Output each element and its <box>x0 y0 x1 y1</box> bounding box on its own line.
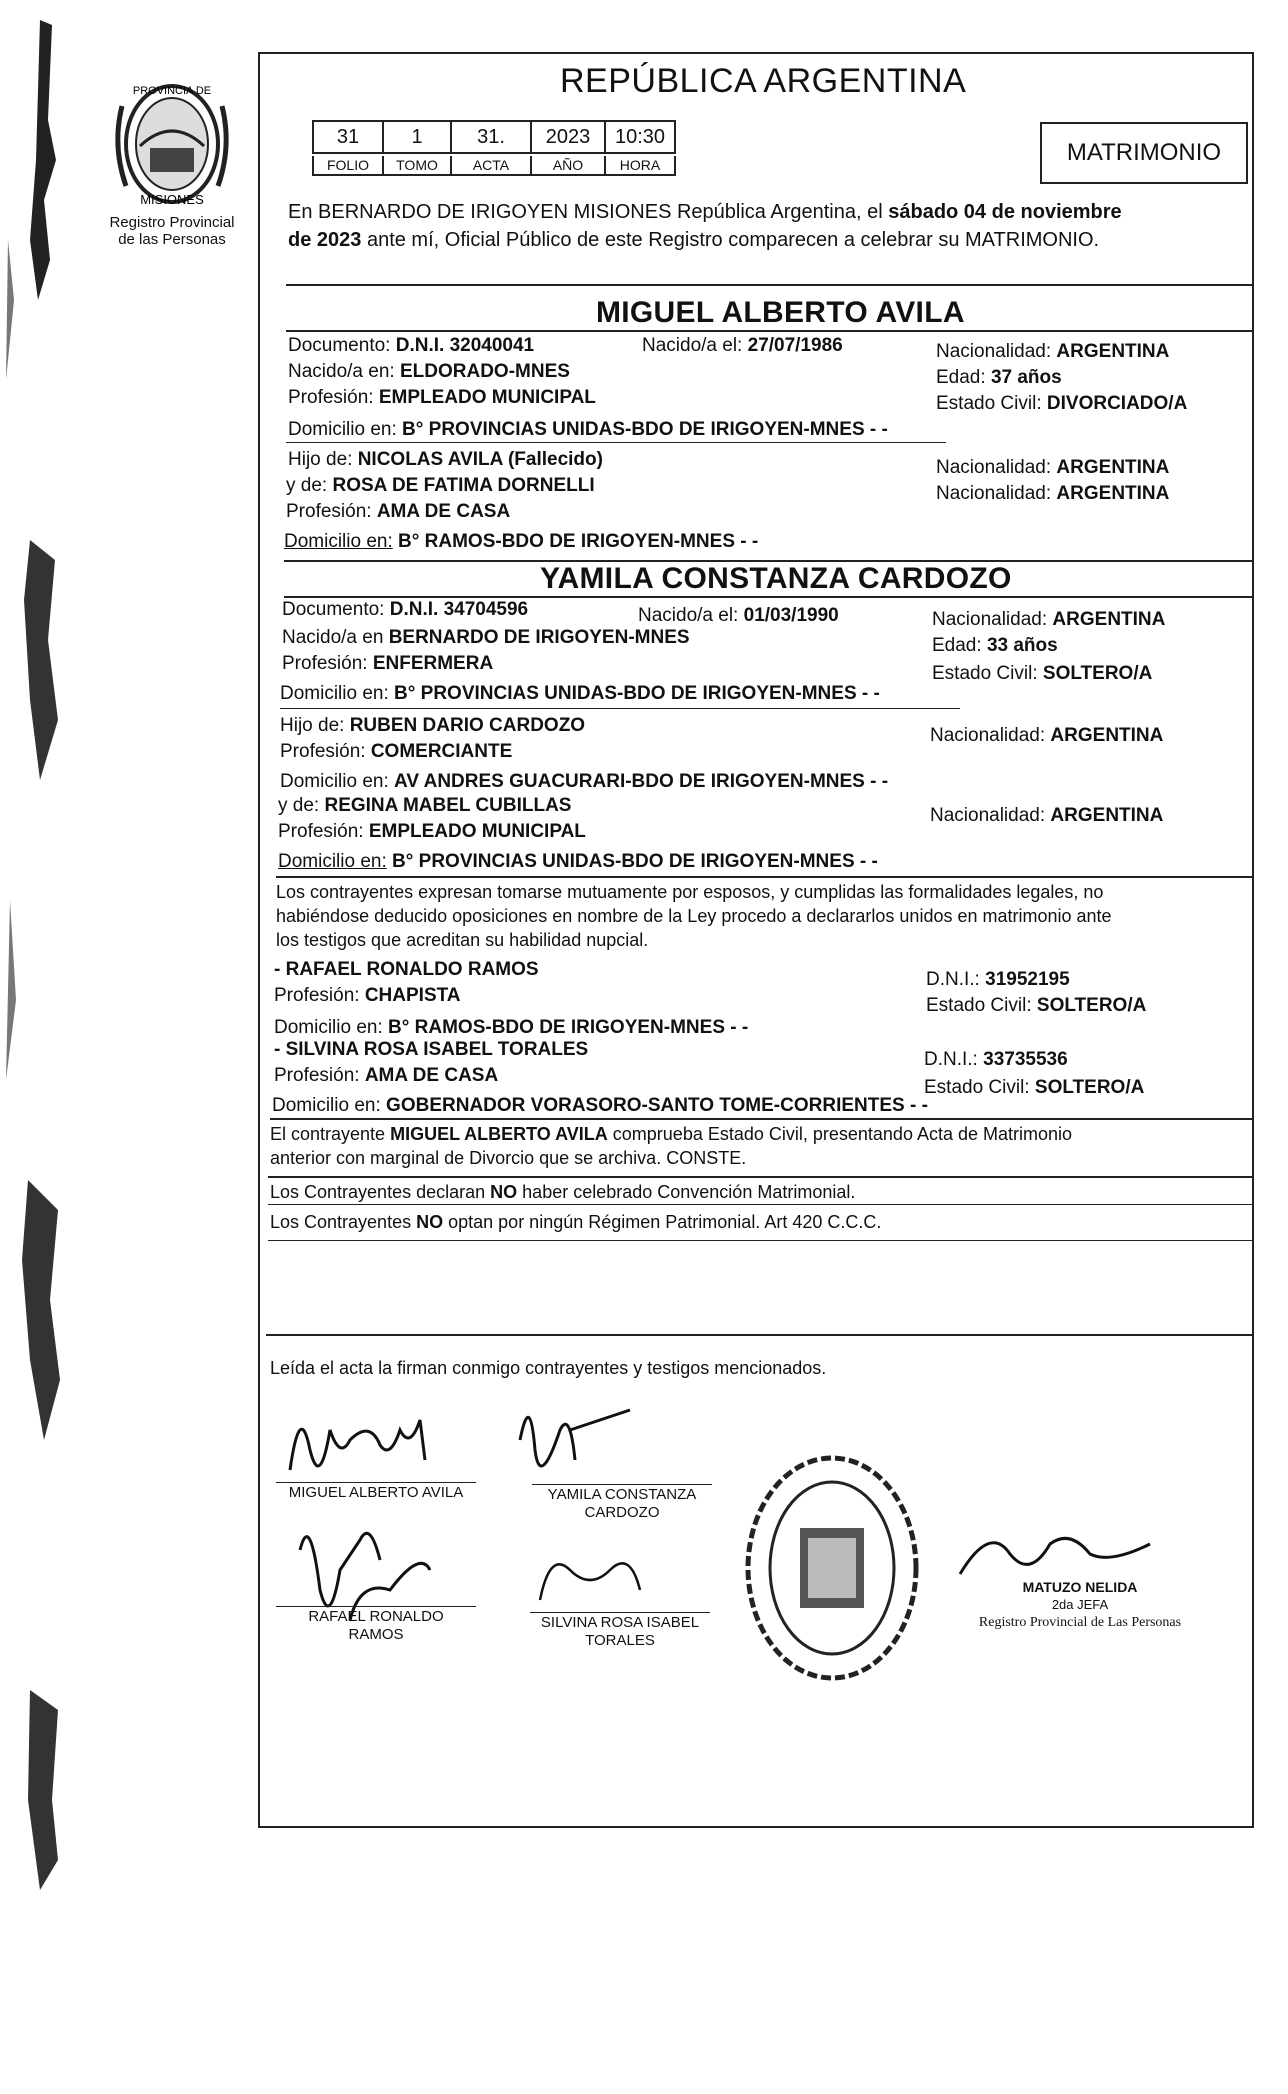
registry-caption: Registro Provincial de las Personas <box>109 214 235 248</box>
divider <box>276 876 1254 878</box>
bride-mother: y de: REGINA MABEL CUBILLAS <box>278 795 572 816</box>
groom-mother-profession: Profesión: AMA DE CASA <box>286 501 511 522</box>
bride-profession: Profesión: ENFERMERA <box>282 653 494 674</box>
bride-father-nationality: Nacionalidad: ARGENTINA <box>930 725 1164 746</box>
witness-1-profession: Profesión: CHAPISTA <box>274 985 461 1006</box>
regimen-note: Los Contrayentes NO optan por ningún Régimen Patrimonial. Art 420 C.C.C. <box>270 1212 882 1232</box>
official-seal-stamp <box>742 1452 922 1684</box>
officer-role: 2da JEFA <box>1051 1597 1109 1612</box>
scan-edge-artifact <box>0 0 60 2094</box>
svg-text:PROVINCIA DE: PROVINCIA DE <box>132 85 212 97</box>
bride-civil-status: Estado Civil: SOLTERO/A <box>932 663 1153 684</box>
signature-intro: Leída el acta la firman conmigo contrayentes y testigos mencionados. <box>270 1358 827 1378</box>
bride-address: Domicilio en: B° PROVINCIAS UNIDAS-BDO DE IRIGOYEN-MNES - - <box>280 683 880 704</box>
divider <box>286 284 1254 286</box>
tomo-label: TOMO <box>382 156 452 176</box>
convention-note: Los Contrayentes declaran NO haber celebrado Convención Matrimonial. <box>270 1182 856 1202</box>
groom-nationality: Nacionalidad: ARGENTINA <box>936 341 1170 362</box>
bride-mother-profession: Profesión: EMPLEADO MUNICIPAL <box>278 821 586 842</box>
witness-1-civil-status: Estado Civil: SOLTERO/A <box>926 995 1147 1016</box>
bride-document: Documento: D.N.I. 34704596 <box>282 599 529 620</box>
witness-2-dni: D.N.I.: 33735536 <box>924 1049 1068 1070</box>
ano-label: AÑO <box>530 156 606 176</box>
ano-value: 2023 <box>530 120 606 154</box>
bride-father-address: Domicilio en: AV ANDRES GUACURARI-BDO DE IRIGOYEN-MNES - - <box>280 771 889 792</box>
divider <box>268 1240 1254 1241</box>
tomo-value: 1 <box>382 120 452 154</box>
groom-father: Hijo de: NICOLAS AVILA (Fallecido) <box>288 449 603 470</box>
intro-paragraph: En BERNARDO DE IRIGOYEN MISIONES República Argentina, el sábado 04 de noviembre de 2023 ante mí, Oficial Público de este Registro comparecen a celebrar su MATRIMONIO. <box>288 201 1122 251</box>
divorce-note: El contrayente MIGUEL ALBERTO AVILA comprueba Estado Civil, presentando Acta de Matrimonio anterior con marginal de Divorcio que se archiva. CONSTE. <box>270 1124 1073 1168</box>
groom-mother-nationality: Nacionalidad: ARGENTINA <box>936 483 1170 504</box>
divider <box>266 1334 1254 1336</box>
divider <box>270 1118 1254 1120</box>
signature-line <box>276 1606 476 1607</box>
hora-value: 10:30 <box>604 120 676 154</box>
witness-2-civil-status: Estado Civil: SOLTERO/A <box>924 1077 1145 1098</box>
country-title: REPÚBLICA ARGENTINA <box>560 62 967 100</box>
signature-line <box>532 1484 712 1485</box>
record-type-box: MATRIMONIO <box>1040 122 1248 184</box>
witness-2-address: Domicilio en: GOBERNADOR VORASORO-SANTO TOME-CORRIENTES - - <box>272 1095 928 1116</box>
bride-birthplace: Nacido/a en BERNARDO DE IRIGOYEN-MNES <box>282 627 690 648</box>
signature-line <box>276 1482 476 1483</box>
witness-1-name: - RAFAEL RONALDO RAMOS <box>274 959 539 980</box>
bride-name-heading: YAMILA CONSTANZA CARDOZO <box>540 562 1012 595</box>
witness-2-name: - SILVINA ROSA ISABEL TORALES <box>274 1039 589 1060</box>
divider <box>268 1204 1254 1205</box>
divider <box>280 708 960 709</box>
hora-label: HORA <box>604 156 676 176</box>
groom-age: Edad: 37 años <box>936 367 1062 388</box>
groom-father-nationality: Nacionalidad: ARGENTINA <box>936 457 1170 478</box>
bride-nationality: Nacionalidad: ARGENTINA <box>932 609 1166 630</box>
groom-address: Domicilio en: B° PROVINCIAS UNIDAS-BDO DE IRIGOYEN-MNES - - <box>288 419 888 440</box>
groom-civil-status: Estado Civil: DIVORCIADO/A <box>936 393 1188 414</box>
bride-signature-name: YAMILA CONSTANZA CARDOZO <box>547 1486 697 1521</box>
groom-mother: y de: ROSA DE FATIMA DORNELLI <box>286 475 595 496</box>
groom-birthplace: Nacido/a en: ELDORADO-MNES <box>288 361 570 382</box>
bride-birth-date: Nacido/a el: 01/03/1990 <box>638 605 839 626</box>
acta-label: ACTA <box>450 156 532 176</box>
divider <box>286 330 1254 332</box>
witness-1-address: Domicilio en: B° RAMOS-BDO DE IRIGOYEN-MNES - - <box>274 1017 749 1038</box>
groom-name-heading: MIGUEL ALBERTO AVILA <box>596 296 965 329</box>
groom-document: Documento: D.N.I. 32040041 <box>288 335 535 356</box>
svg-text:MISIONES: MISIONES <box>140 192 204 207</box>
misiones-coat-of-arms-logo <box>112 76 232 211</box>
bride-father: Hijo de: RUBEN DARIO CARDOZO <box>280 715 586 736</box>
signature-line <box>530 1612 710 1613</box>
witness-2-signature-name: SILVINA ROSA ISABEL TORALES <box>540 1614 700 1649</box>
divider <box>286 442 946 443</box>
bride-mother-nationality: Nacionalidad: ARGENTINA <box>930 805 1164 826</box>
groom-signature-name: MIGUEL ALBERTO AVILA <box>288 1484 464 1501</box>
officer-signature <box>950 1524 1170 1584</box>
groom-profession: Profesión: EMPLEADO MUNICIPAL <box>288 387 596 408</box>
witness-1-dni: D.N.I.: 31952195 <box>926 969 1070 990</box>
groom-birth-date: Nacido/a el: 27/07/1986 <box>642 335 843 356</box>
bride-father-profession: Profesión: COMERCIANTE <box>280 741 513 762</box>
witness-2-profession: Profesión: AMA DE CASA <box>274 1065 499 1086</box>
bride-age: Edad: 33 años <box>932 635 1058 656</box>
officer-name: MATUZO NELIDA <box>1022 1579 1138 1595</box>
folio-value: 31 <box>312 120 384 154</box>
witness-1-signature-name: RAFAEL RONALDO RAMOS <box>308 1608 444 1643</box>
acta-value: 31. <box>450 120 532 154</box>
folio-label: FOLIO <box>312 156 384 176</box>
groom-mother-address: Domicilio en: B° RAMOS-BDO DE IRIGOYEN-MNES - - <box>284 531 759 552</box>
declaration-paragraph: Los contrayentes expresan tomarse mutuamente por esposos, y cumplidas las formalidades legales, no habiéndose deducido oposiciones en nombre de la Ley procedo a declararlos unidos en matrimonio ante los testigos que acreditan su habilidad nupcial. <box>276 882 1112 950</box>
bride-mother-address: Domicilio en: B° PROVINCIAS UNIDAS-BDO DE IRIGOYEN-MNES - - <box>278 851 878 872</box>
divider <box>268 1176 1254 1178</box>
officer-organization: Registro Provincial de Las Personas <box>978 1615 1182 1630</box>
